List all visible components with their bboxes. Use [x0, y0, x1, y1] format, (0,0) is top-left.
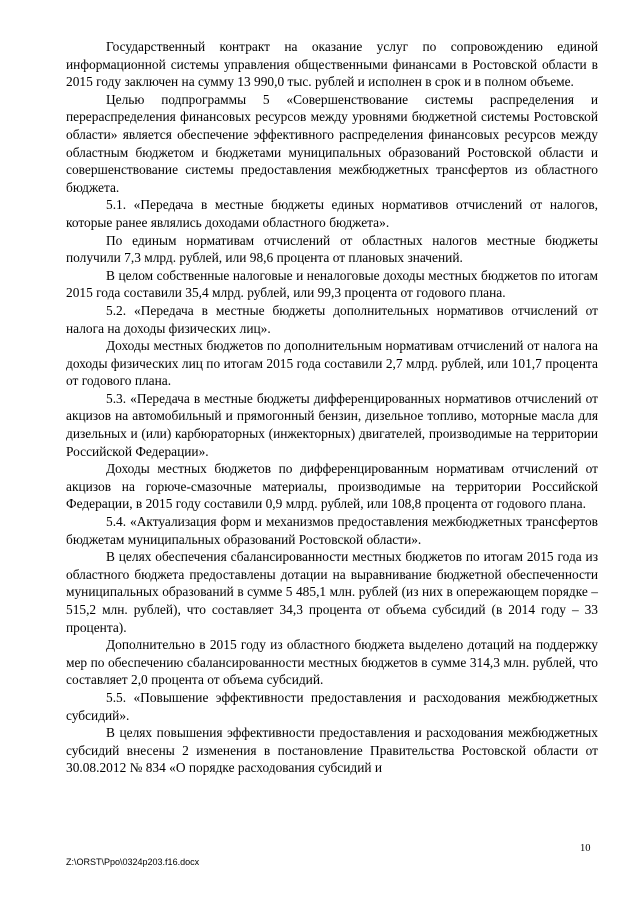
- page-number: 10: [580, 843, 591, 854]
- paragraph: Доходы местных бюджетов по дифференцированным нормативам отчислений от акцизов на горюче-смазочные материалы, производимые на территории Российской Федерации, в 2015 году составили 0,9 млрд. рублей, или 108,8 процента от годового плана.: [66, 461, 598, 512]
- paragraph: Доходы местных бюджетов по дополнительным нормативам отчислений от налога на доходы физических лиц по итогам 2015 года составили 2,7 млрд. рублей, или 101,7 процента от годового плана.: [66, 338, 598, 389]
- paragraph: 5.3. «Передача в местные бюджеты дифференцированных нормативов отчислений от акцизов на автомобильный и прямогонный бензин, дизельное топливо, моторные масла для дизельных и (или) карбюраторных (инжекторных) двигателей, производимые на территории Российской Федерации».: [66, 390, 598, 459]
- paragraph: 5.5. «Повышение эффективности предоставления и расходования межбюджетных субсидий».: [66, 689, 598, 723]
- document-body: [66, 38, 598, 777]
- paragraph: Государственный контракт на оказание услуг по сопровождению единой информационной системы управления общественными финансами в Ростовской области в 2015 году заключен на сумму 13 990,0 тыс. рублей и исполнен в срок и в полном объеме.: [66, 39, 598, 90]
- paragraph: Дополнительно в 2015 году из областного бюджета выделено дотаций на поддержку мер по обеспечению сбалансированности местных бюджетов в сумме 314,3 млн. рублей, что составляет 2,0 процента от объема субсидий.: [66, 637, 598, 688]
- footer-file-path: Z:\ORST\Ppo\0324p203.f16.docx: [66, 857, 200, 867]
- paragraph: В целях обеспечения сбалансированности местных бюджетов по итогам 2015 года из областного бюджета предоставлены дотации на выравнивание бюджетной обеспеченности муниципальных образований в сумме 5 485,1 млн. рублей (из них в опережающем порядке – 515,2 млн. рублей), что составляет 34,3 процента от объема субсидий (в 2014 году – 33 процента).: [66, 549, 598, 635]
- paragraph: Целью подпрограммы 5 «Совершенствование системы распределения и перераспределения финансовых ресурсов между уровнями бюджетной системы Ростовской области» является обеспечение эффективного распределения финансовых ресурсов между областным бюджетом и бюджетами муниципальных образований Ростовской области и совершенствование системы предоставления межбюджетных трансфертов из областного бюджета.: [66, 91, 598, 195]
- paragraph: По единым нормативам отчислений от областных налогов местные бюджеты получили 7,3 млрд. рублей, или 98,6 процента от плановых значений.: [66, 232, 598, 266]
- paragraph: В целях повышения эффективности предоставления и расходования межбюджетных субсидий внесены 2 изменения в постановление Правительства Ростовской области от 30.08.2012 № 834 «О порядке расходования субсидий и: [66, 725, 598, 776]
- paragraph: 5.1. «Передача в местные бюджеты единых нормативов отчислений от налогов, которые ранее являлись доходами областного бюджета».: [66, 197, 598, 230]
- paragraph: 5.4. «Актуализация форм и механизмов предоставления межбюджетных трансфертов бюджетам муниципальных образований Ростовской области».: [66, 514, 598, 547]
- paragraph: 5.2. «Передача в местные бюджеты дополнительных нормативов отчислений от налога на доходы физических лиц».: [66, 302, 598, 336]
- paragraph: В целом собственные налоговые и неналоговые доходы местных бюджетов по итогам 2015 года составили 35,4 млрд. рублей, или 99,3 процента от годового плана.: [66, 267, 598, 301]
